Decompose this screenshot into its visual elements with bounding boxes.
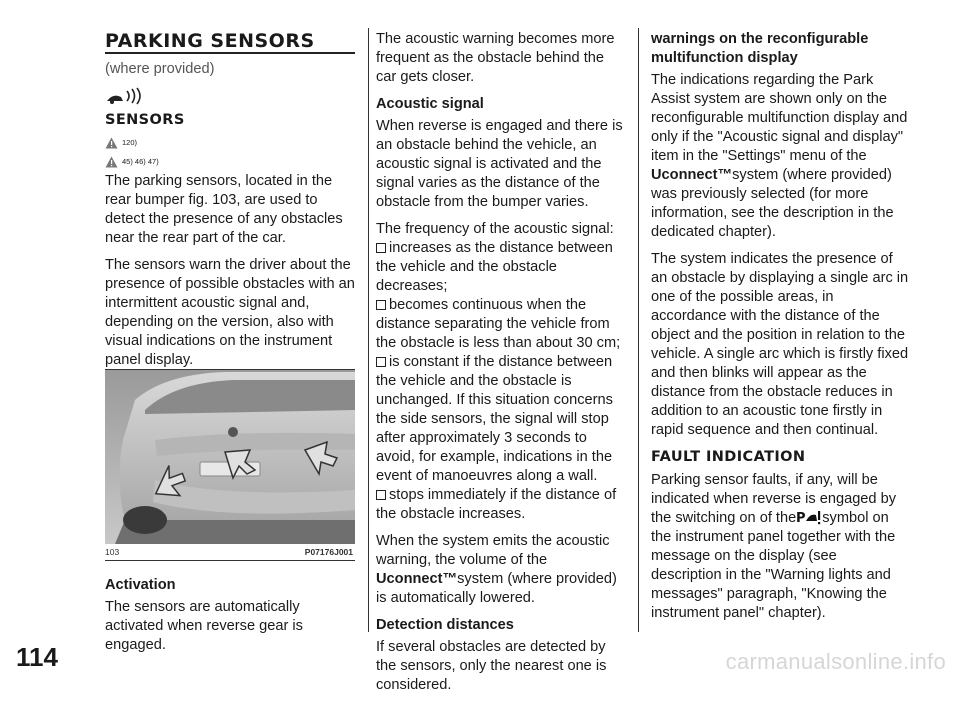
bullet-item: increases as the distance between the vehicle and the obstacle decreases; — [376, 240, 613, 294]
bullet-item: stops immediately if the distance of the obstacle increases. — [376, 487, 617, 522]
parking-sensor-icon — [105, 87, 355, 105]
sensors-heading: SENSORS — [105, 112, 185, 128]
park-sensor-fault-icon — [796, 509, 822, 526]
warning-triangle-icon — [105, 156, 118, 168]
paragraph: Parking sensor faults, if any, will be indicated when reverse is engaged by the switching on of the P symbol on the instrument panel together with the message on the display (see description in the "Warning lights and messages" paragraph, "Knowing the instrument panel" chapter). — [651, 472, 897, 621]
paragraph: The acoustic warning becomes more frequent as the obstacle behind the car gets closer. — [376, 31, 615, 85]
bullet-box-icon — [376, 490, 386, 500]
paragraph: The sensors are automatically activated when reverse gear is engaged. — [105, 599, 303, 653]
warning-triangle-icon — [105, 137, 118, 149]
column-3 — [651, 30, 909, 631]
fault-indication-heading: FAULT INDICATION — [651, 449, 806, 465]
paragraph: The sensors warn the driver about the presence of possible obstacles with an intermittent acoustic signal and, depending on the version, also with visual indications on the instrument panel display. — [105, 257, 355, 368]
bullet-item: becomes continuous when the distance separating the vehicle from the obstacle is less than about 30 cm; — [376, 297, 621, 351]
paragraph: The indications regarding the Park Assist system are shown only on the reconfigurable multifunction display and only if the "Acoustic signal and display" item in the "Settings" menu of the Uconnect™system (where provided) was previously selected (for more information, see the description in the dedicated chapter). — [651, 72, 908, 240]
page-number: 114 — [16, 642, 58, 672]
activation-heading: Activation — [105, 577, 176, 593]
watermark: carmanualsonline.info — [725, 649, 946, 674]
title-rule — [105, 52, 355, 54]
column-divider-1 — [368, 28, 369, 632]
column-1 — [105, 30, 355, 378]
warning-ref-2: 45) 46) 47) — [105, 153, 355, 170]
figure-car-rear — [105, 369, 355, 544]
bullet-item: is constant if the distance between the vehicle and the obstacle is unchanged. If this situation concerns the side sensors, the signal will stop after approximately 3 seconds to avoid, for example, indications in the event of manoeuvres along a wall. — [376, 354, 613, 484]
paragraph: The parking sensors, located in the rear bumper fig. 103, are used to detect the presence of any obstacles near the rear part of the car. — [105, 173, 343, 246]
bullet-box-icon — [376, 357, 386, 367]
display-warnings-heading: warnings on the reconfigurable multifunction display — [651, 31, 869, 66]
paragraph: If several obstacles are detected by the sensors, only the nearest one is considered. — [376, 639, 607, 693]
warning-ref-1: 120) — [105, 134, 355, 151]
paragraph: The frequency of the acoustic signal: — [376, 221, 614, 237]
car-rear-illustration — [105, 370, 355, 544]
paragraph: When reverse is engaged and there is an obstacle behind the vehicle, an acoustic signal is activated and the signal varies as the distance of the obstacle from the bumper varies. — [376, 118, 623, 210]
paragraph: When the system emits the acoustic warning, the volume of the Uconnect™system (where provided) is automatically lowered. — [376, 533, 617, 606]
side-chapter-title — [58, 30, 88, 300]
section-title: PARKING SENSORS — [105, 30, 315, 52]
figure-caption: 103 P07176J001 — [105, 547, 355, 561]
subtitle: (where provided) — [105, 61, 215, 77]
column-2 — [376, 30, 626, 703]
detection-distances-heading: Detection distances — [376, 617, 514, 633]
bullet-box-icon — [376, 300, 386, 310]
bullet-box-icon — [376, 243, 386, 253]
activation-block — [105, 572, 355, 663]
acoustic-signal-heading: Acoustic signal — [376, 96, 484, 112]
svg-text:P: P — [796, 511, 806, 526]
paragraph: The system indicates the presence of an obstacle by displaying a single arc in one of the possible areas, in accordance with the distance of the object and the position in relation to the vehicle. A single arc which is firstly fixed and then blinks will appear as the distance from the obstacle reduces in addition to an acoustic tone firstly in rapid sequence and then continual. — [651, 251, 909, 438]
column-divider-2 — [638, 28, 639, 632]
